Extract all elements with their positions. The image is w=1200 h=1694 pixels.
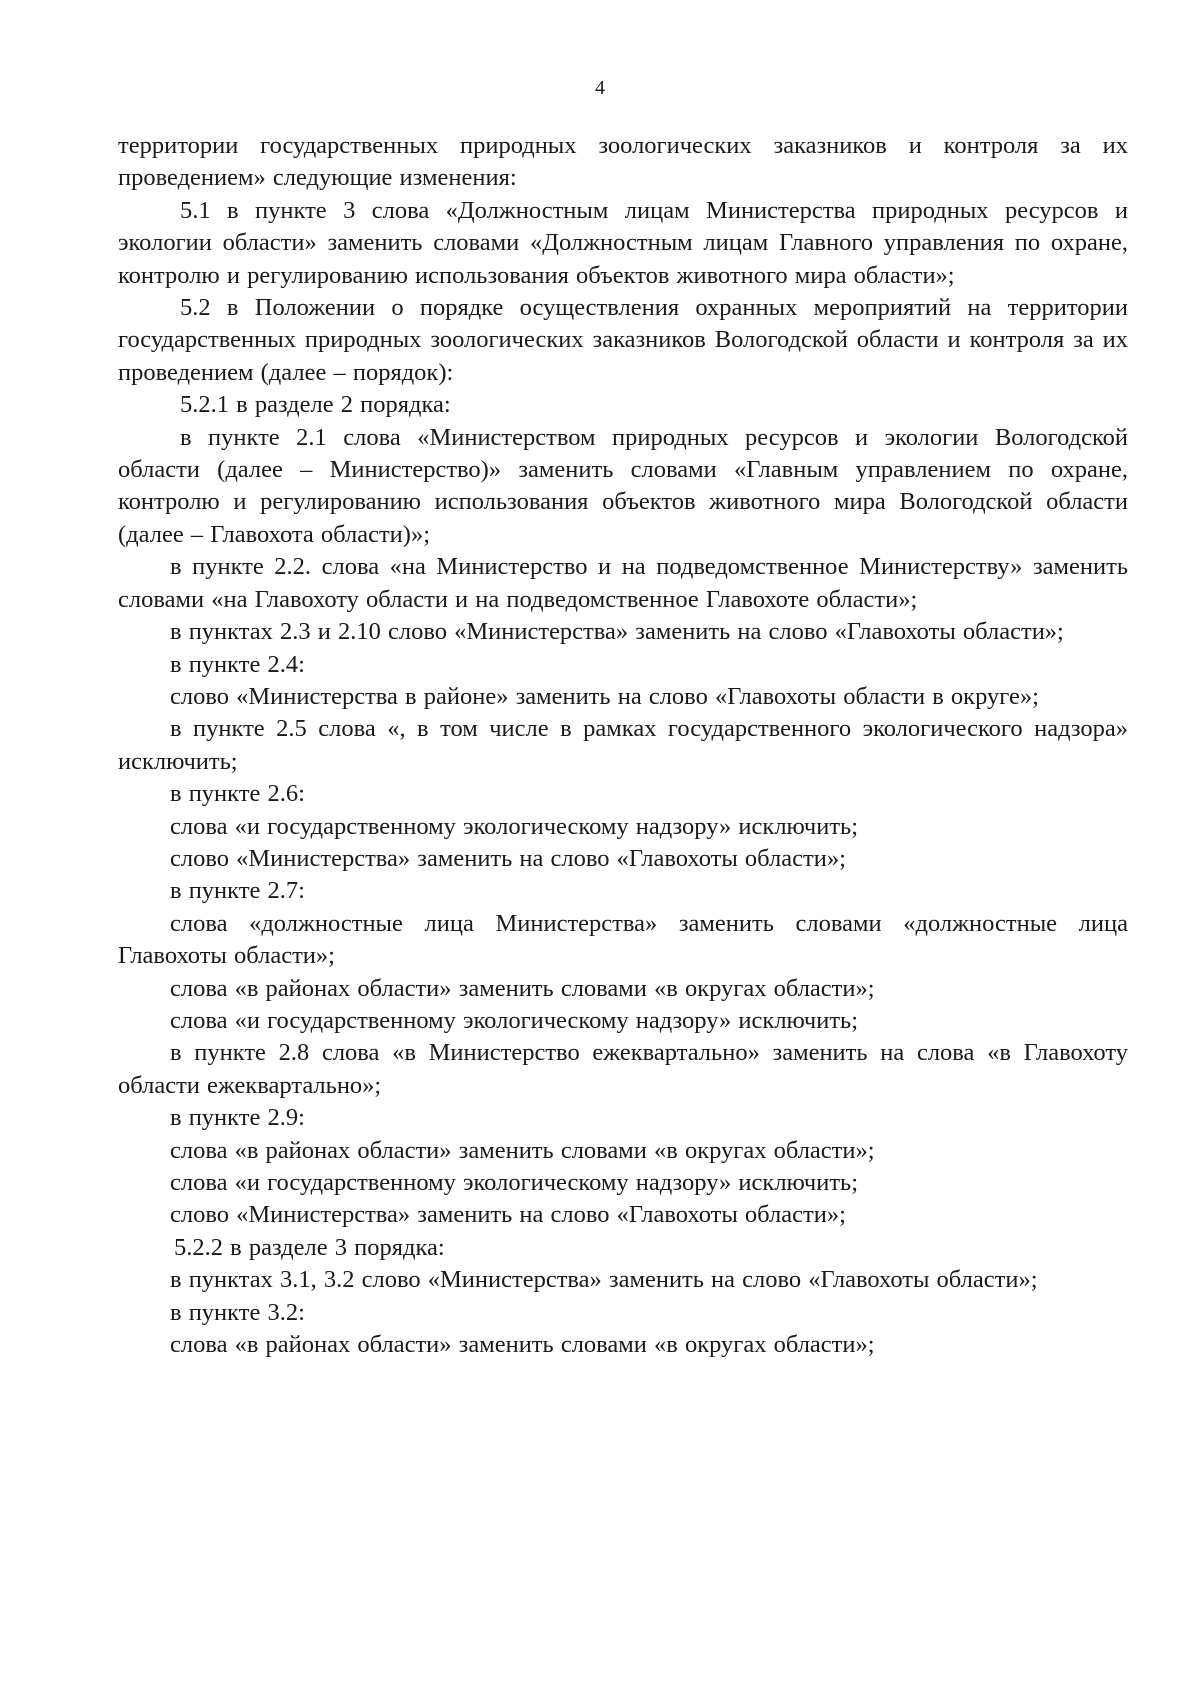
paragraph: в пункте 2.5 слова «, в том числе в рамках государственного экологического надзора» исключить; [118,715,1128,775]
paragraph: в пунктах 2.3 и 2.10 слово «Министерства» заменить на слово «Главохоты области»; [170,618,1064,646]
paragraph: в пункте 2.9: [170,1104,305,1132]
paragraph: 5.1 в пункте 3 слова «Должностным лицам Министерства природных ресурсов и экологии области» заменить словами «Должностным лицам Главного управления по охране, контролю и регулированию использования объектов животного мира области»; [118,196,1128,289]
paragraph: слово «Министерства» заменить на слово «Главохоты области»; [170,844,846,872]
paragraph: в пункте 2.1 слова «Министерством природных ресурсов и экологии Вологодской области (далее – Министерство)» заменить словами «Главным управлением по охране, контролю и регулированию использования объектов животного мира Вологодской области (далее – Главохота области)»; [118,423,1128,548]
paragraph: слово «Министерства в районе» заменить на слово «Главохоты области в округе»; [170,682,1039,710]
paragraph: в пункте 2.4: [170,650,305,678]
document-body [118,130,1128,1361]
paragraph: в пункте 2.7: [170,877,305,905]
paragraph: в пункте 3.2: [170,1298,305,1326]
paragraph: слова «в районах области» заменить словами «в округах области»; [170,1331,875,1359]
paragraph: слова «и государственному экологическому надзору» исключить; [170,812,859,840]
paragraph: 5.2.2 в разделе 3 порядка: [174,1233,445,1261]
paragraph: в пункте 2.6: [170,780,305,808]
paragraph: в пунктах 3.1, 3.2 слово «Министерства» заменить на слово «Главохоты области»; [170,1266,1038,1294]
paragraph: слова «должностные лица Министерства» заменить словами «должностные лица Главохоты области»; [118,909,1128,970]
paragraph: 5.2.1 в разделе 2 порядка: [180,391,451,419]
paragraph: 5.2 в Положении о порядке осуществления охранных мероприятий на территории государственных природных зоологических заказников Вологодской области и контроля за их проведением (далее – порядок): [118,294,1128,386]
paragraph: слова «в районах области» заменить словами «в округах области»; [170,974,875,1002]
paragraph: слово «Министерства» заменить на слово «Главохоты области»; [170,1201,846,1229]
page-number: 4 [595,77,605,99]
paragraph: слова «в районах области» заменить словами «в округах области»; [170,1136,875,1164]
paragraph: в пункте 2.8 слова «в Министерство ежеквартально» заменить на слова «в Главохоту области ежеквартально»; [118,1039,1128,1099]
paragraph: слова «и государственному экологическому надзору» исключить; [170,1169,859,1196]
paragraph: в пункте 2.2. слова «на Министерство и на подведомственное Министерству» заменить словами «на Главохоту области и на подведомственное Главохоте области»; [118,553,1128,613]
paragraph: слова «и государственному экологическому надзору» исключить; [170,1006,859,1034]
paragraph: территории государственных природных зоологических заказников и контроля за их проведением» следующие изменения: [118,132,1128,192]
